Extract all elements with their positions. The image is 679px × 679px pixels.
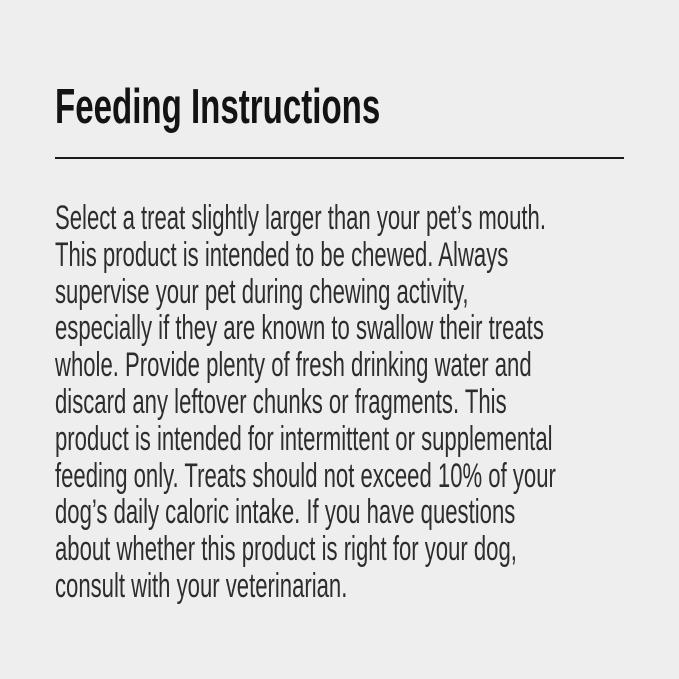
body-line: whole. Provide plenty of fresh drinking water and (55, 346, 532, 385)
page-title: Feeding Instructions (55, 80, 381, 134)
body-line: discard any leftover chunks or fragments. This (55, 382, 507, 421)
body-line: especially if they are known to swallow their treats (55, 309, 544, 348)
instructions-paragraph (55, 200, 556, 605)
divider-line (55, 157, 624, 159)
body-line: dog’s daily caloric intake. If you have questions (55, 493, 516, 532)
body-line: Select a treat slightly larger than your pet’s mouth. (55, 199, 546, 237)
body-line: about whether this product is right for your dog, (55, 530, 517, 569)
body-line: feeding only. Treats should not exceed 10% of your (55, 456, 556, 495)
body-line: This product is intended to be chewed. Always (55, 235, 509, 274)
body-line: supervise your pet during chewing activity, (55, 272, 469, 311)
body-line: consult with your veterinarian. (55, 566, 348, 605)
body-line: product is intended for intermittent or supplemental (55, 419, 553, 458)
